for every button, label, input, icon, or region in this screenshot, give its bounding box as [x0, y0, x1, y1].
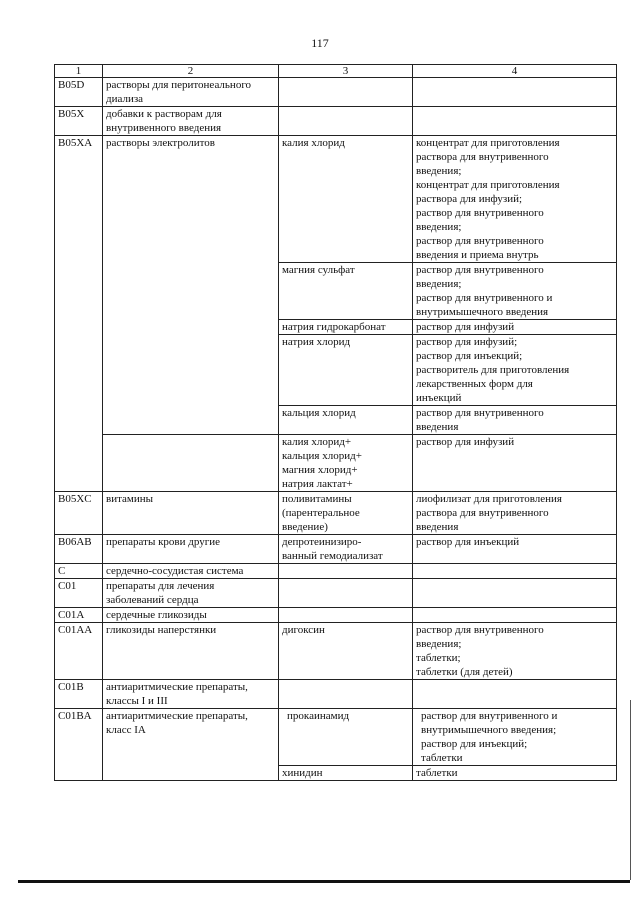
substance: [279, 78, 413, 107]
substance: поливитамины (парентеральное введение): [279, 492, 413, 535]
atc-code: B06AB: [55, 535, 103, 564]
group-name: гликозиды наперстянки: [103, 623, 279, 680]
dosage-form: таблетки: [413, 766, 617, 781]
atc-code: C01A: [55, 608, 103, 623]
table-row: [55, 535, 617, 564]
group-name: растворы электролитов: [103, 136, 279, 435]
substance: [279, 680, 413, 709]
column-header-4: 4: [413, 65, 617, 78]
group-name: [103, 435, 279, 492]
atc-code: B05XC: [55, 492, 103, 535]
dosage-form: [413, 78, 617, 107]
scan-edge-line: [630, 700, 631, 880]
substance: [279, 564, 413, 579]
substance: прокаинамид: [279, 709, 413, 766]
table-row: [55, 579, 617, 608]
dosage-form: [413, 608, 617, 623]
column-header-1: 1: [55, 65, 103, 78]
atc-code: B05X: [55, 107, 103, 136]
dosage-form: [413, 579, 617, 608]
dosage-form: [413, 107, 617, 136]
table-row: [55, 709, 617, 766]
atc-code: C01AA: [55, 623, 103, 680]
group-name: сердечные гликозиды: [103, 608, 279, 623]
substance: калия хлорид: [279, 136, 413, 263]
table-row: [55, 136, 617, 263]
group-name: добавки к растворам для внутривенного введения: [103, 107, 279, 136]
dosage-form: [413, 564, 617, 579]
substance: кальция хлорид: [279, 406, 413, 435]
group-name: препараты для лечения заболеваний сердца: [103, 579, 279, 608]
medication-table: [54, 64, 617, 781]
group-name: сердечно-сосудистая система: [103, 564, 279, 579]
table-row: [55, 623, 617, 680]
substance: [279, 107, 413, 136]
atc-code: C01: [55, 579, 103, 608]
dosage-form: раствор для внутривенного введения; раствор для внутривенного и внутримышечного введения: [413, 263, 617, 320]
table-row: [55, 107, 617, 136]
table-row: [55, 680, 617, 709]
group-name: препараты крови другие: [103, 535, 279, 564]
atc-code: C01B: [55, 680, 103, 709]
column-header-2: 2: [103, 65, 279, 78]
dosage-form: раствор для инъекций: [413, 535, 617, 564]
atc-code: B05XA: [55, 136, 103, 492]
substance: натрия хлорид: [279, 335, 413, 406]
table-row: [55, 564, 617, 579]
atc-code: C01BA: [55, 709, 103, 781]
dosage-form: раствор для инфузий: [413, 435, 617, 492]
dosage-form: раствор для внутривенного введения: [413, 406, 617, 435]
dosage-form: [413, 680, 617, 709]
dosage-form: раствор для инфузий: [413, 320, 617, 335]
table-row: [55, 492, 617, 535]
atc-code: B05D: [55, 78, 103, 107]
dosage-form: концентрат для приготовления раствора для внутривенного введения; концентрат для приготовления раствора для инфузий; раствор для внутривенного введения; раствор для внутривенного введения и приема внутрь: [413, 136, 617, 263]
substance: дигоксин: [279, 623, 413, 680]
substance: натрия гидрокарбонат: [279, 320, 413, 335]
substance: депротеинизиро- ванный гемодиализат: [279, 535, 413, 564]
group-name: антиаритмические препараты, классы I и III: [103, 680, 279, 709]
dosage-form: раствор для внутривенного введения; таблетки; таблетки (для детей): [413, 623, 617, 680]
substance: хинидин: [279, 766, 413, 781]
dosage-form: раствор для внутривенного и внутримышечного введения; раствор для инъекций; таблетки: [413, 709, 617, 766]
column-header-3: 3: [279, 65, 413, 78]
atc-code: C: [55, 564, 103, 579]
group-name: витамины: [103, 492, 279, 535]
substance: калия хлорид+ кальция хлорид+ магния хлорид+ натрия лактат+: [279, 435, 413, 492]
table-row: [55, 608, 617, 623]
table-header-row: [55, 65, 617, 78]
dosage-form: лиофилизат для приготовления раствора для внутривенного введения: [413, 492, 617, 535]
table-row: [55, 435, 617, 492]
substance: [279, 608, 413, 623]
group-name: антиаритмические препараты, класс IA: [103, 709, 279, 781]
table-row: [55, 78, 617, 107]
substance: [279, 579, 413, 608]
substance: магния сульфат: [279, 263, 413, 320]
group-name: растворы для перитонеального диализа: [103, 78, 279, 107]
page-bottom-rule: [18, 880, 630, 883]
page-number: 117: [311, 36, 329, 50]
dosage-form: раствор для инфузий; раствор для инъекций; растворитель для приготовления лекарственных форм для инъекций: [413, 335, 617, 406]
